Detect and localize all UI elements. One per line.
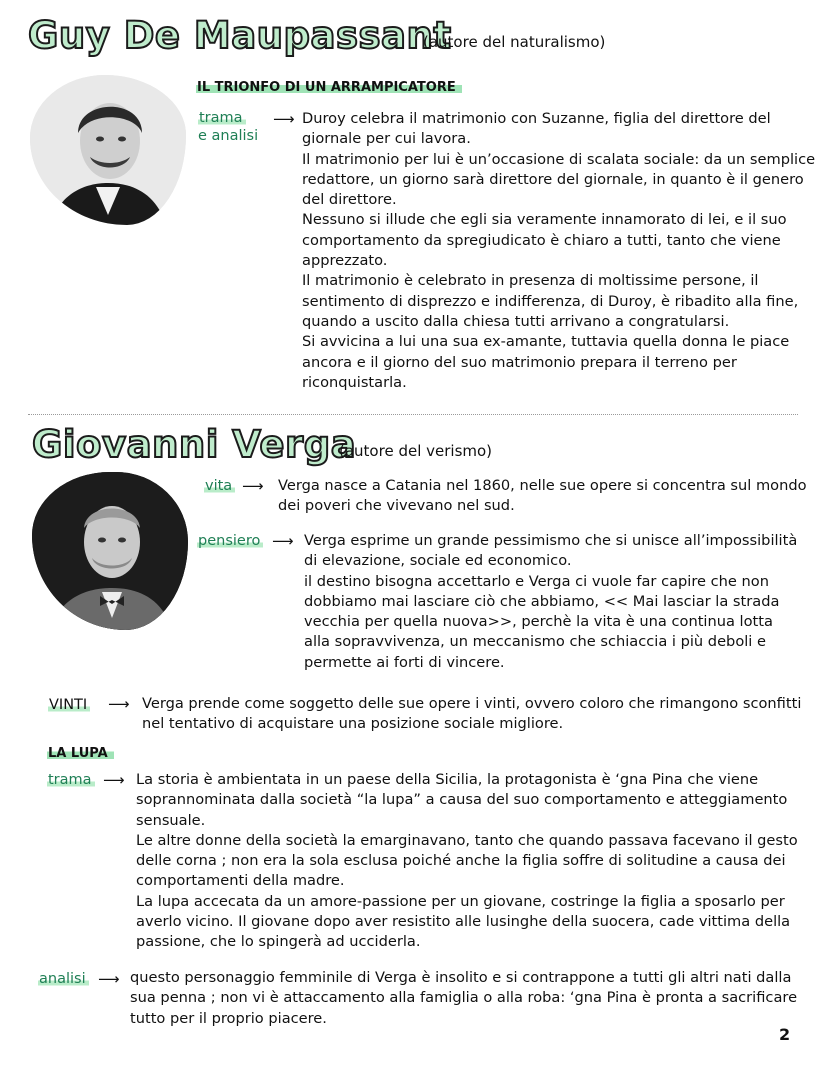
- pensiero-text: Verga esprime un grande pessimismo che si unisce all’impossibilità di elevazione, sociale ed economico. il destino bisogna accettarlo e Verga ci vuole far capire che non dobbiamo mai lasciare ciò che abbiamo, << Mai lasciar la strada vecchia per quella nuova>>, perchè la vita è una continua lotta alla sopravvivenza, un meccanismo che schiaccia i più deboli e permette ai forti di vincere.: [304, 532, 798, 671]
- maupassant-subtitle: (autore del naturalismo): [423, 33, 606, 51]
- vita-label: vita: [204, 477, 235, 495]
- trama-analisi-label: [198, 109, 258, 145]
- analisi-label: analisi: [38, 970, 89, 988]
- arrow-icon: ⟶: [273, 110, 295, 128]
- maupassant-portrait: [30, 75, 186, 225]
- vinti-label: VINTI: [48, 696, 90, 714]
- trama-label-line1: trama: [198, 110, 246, 126]
- analisi-text: questo personaggio femminile di Verga è insolito e si contrappone a tutti gli altri nati dalla sua penna ; non vi è attaccamento alla famiglia o alla roba: ‘gna Pina è pronta a sacrificare tutto per il proprio piacere.: [130, 969, 798, 1027]
- page-number: 2: [779, 1025, 791, 1044]
- verga-subtitle: (autore del verismo): [339, 442, 493, 460]
- verga-portrait: [32, 472, 188, 630]
- maupassant-section-heading: IL TRIONFO DI UN ARRAMPICATORE: [196, 80, 462, 95]
- vinti-text: Verga prende come soggetto delle sue opere i vinti, ovvero coloro che rimangono sconfitti nel tentativo di acquistare una posizione sociale migliore.: [142, 695, 802, 733]
- pensiero-label: pensiero: [197, 532, 263, 550]
- arrow-icon: ⟶: [98, 970, 120, 988]
- la-lupa-heading: LA LUPA: [47, 746, 114, 761]
- man-portrait-icon: [32, 472, 188, 630]
- arrow-icon: ⟶: [103, 771, 125, 789]
- man-portrait-icon: [30, 75, 186, 225]
- trama-label-line2: e analisi: [198, 128, 259, 144]
- arrow-icon: ⟶: [242, 477, 264, 495]
- arrow-icon: ⟶: [108, 695, 130, 713]
- trama-text: La storia è ambientata in un paese della Sicilia, la protagonista è ‘gna Pina che viene soprannominata dalla società “la lupa” a causa del suo comportamento e atteggiamento sensuale. Le altre donne della società la emarginavano, tanto che quando passava facevano il gesto delle corna ; non era la sola esclusa poiché anche la figlia soffre di solitudine a causa dei comportamenti della madre. La lupa accecata da un amore-passione per un giovane, costringe la figlia a sposarlo per averlo vicino. Il giovane dopo aver resistito alle lusinghe della suocera, cade vittima della passione, che lo spingerà ad ucciderla.: [136, 771, 798, 951]
- maupassant-text: Duroy celebra il matrimonio con Suzanne, figlia del direttore del giornale per cui lavora. Il matrimonio per lui è un’occasione di scalata sociale: da un semplice redattore, un giorno sarà direttore del giornale, in quanto è il genero del direttore. Nessuno si illude che egli sia veramente innamorato di lei, e il suo comportamento da spregiudicato è chiaro a tutti, tanto che viene apprezzato. Il matrimonio è celebrato in presenza di moltissime persone, il sentimento di disprezzo e indifferenza, di Duroy, è ribadito alla fine, quando a uscito dalla chiesa tutti arrivano a congratularsi. Si avvicina a lui una sua ex-amante, tuttavia quella donna le piace ancora e il giorno del suo matrimonio prepara il terreno per riconquistarla.: [302, 110, 816, 391]
- arrow-icon: ⟶: [272, 532, 294, 550]
- section-divider: [28, 414, 798, 415]
- verga-title: Giovanni Verga: [32, 423, 357, 466]
- vita-text: Verga nasce a Catania nel 1860, nelle sue opere si concentra sul mondo dei poveri che vivevano nel sud.: [278, 477, 807, 515]
- trama-label: trama: [47, 771, 95, 789]
- maupassant-title: Guy De Maupassant: [28, 14, 452, 57]
